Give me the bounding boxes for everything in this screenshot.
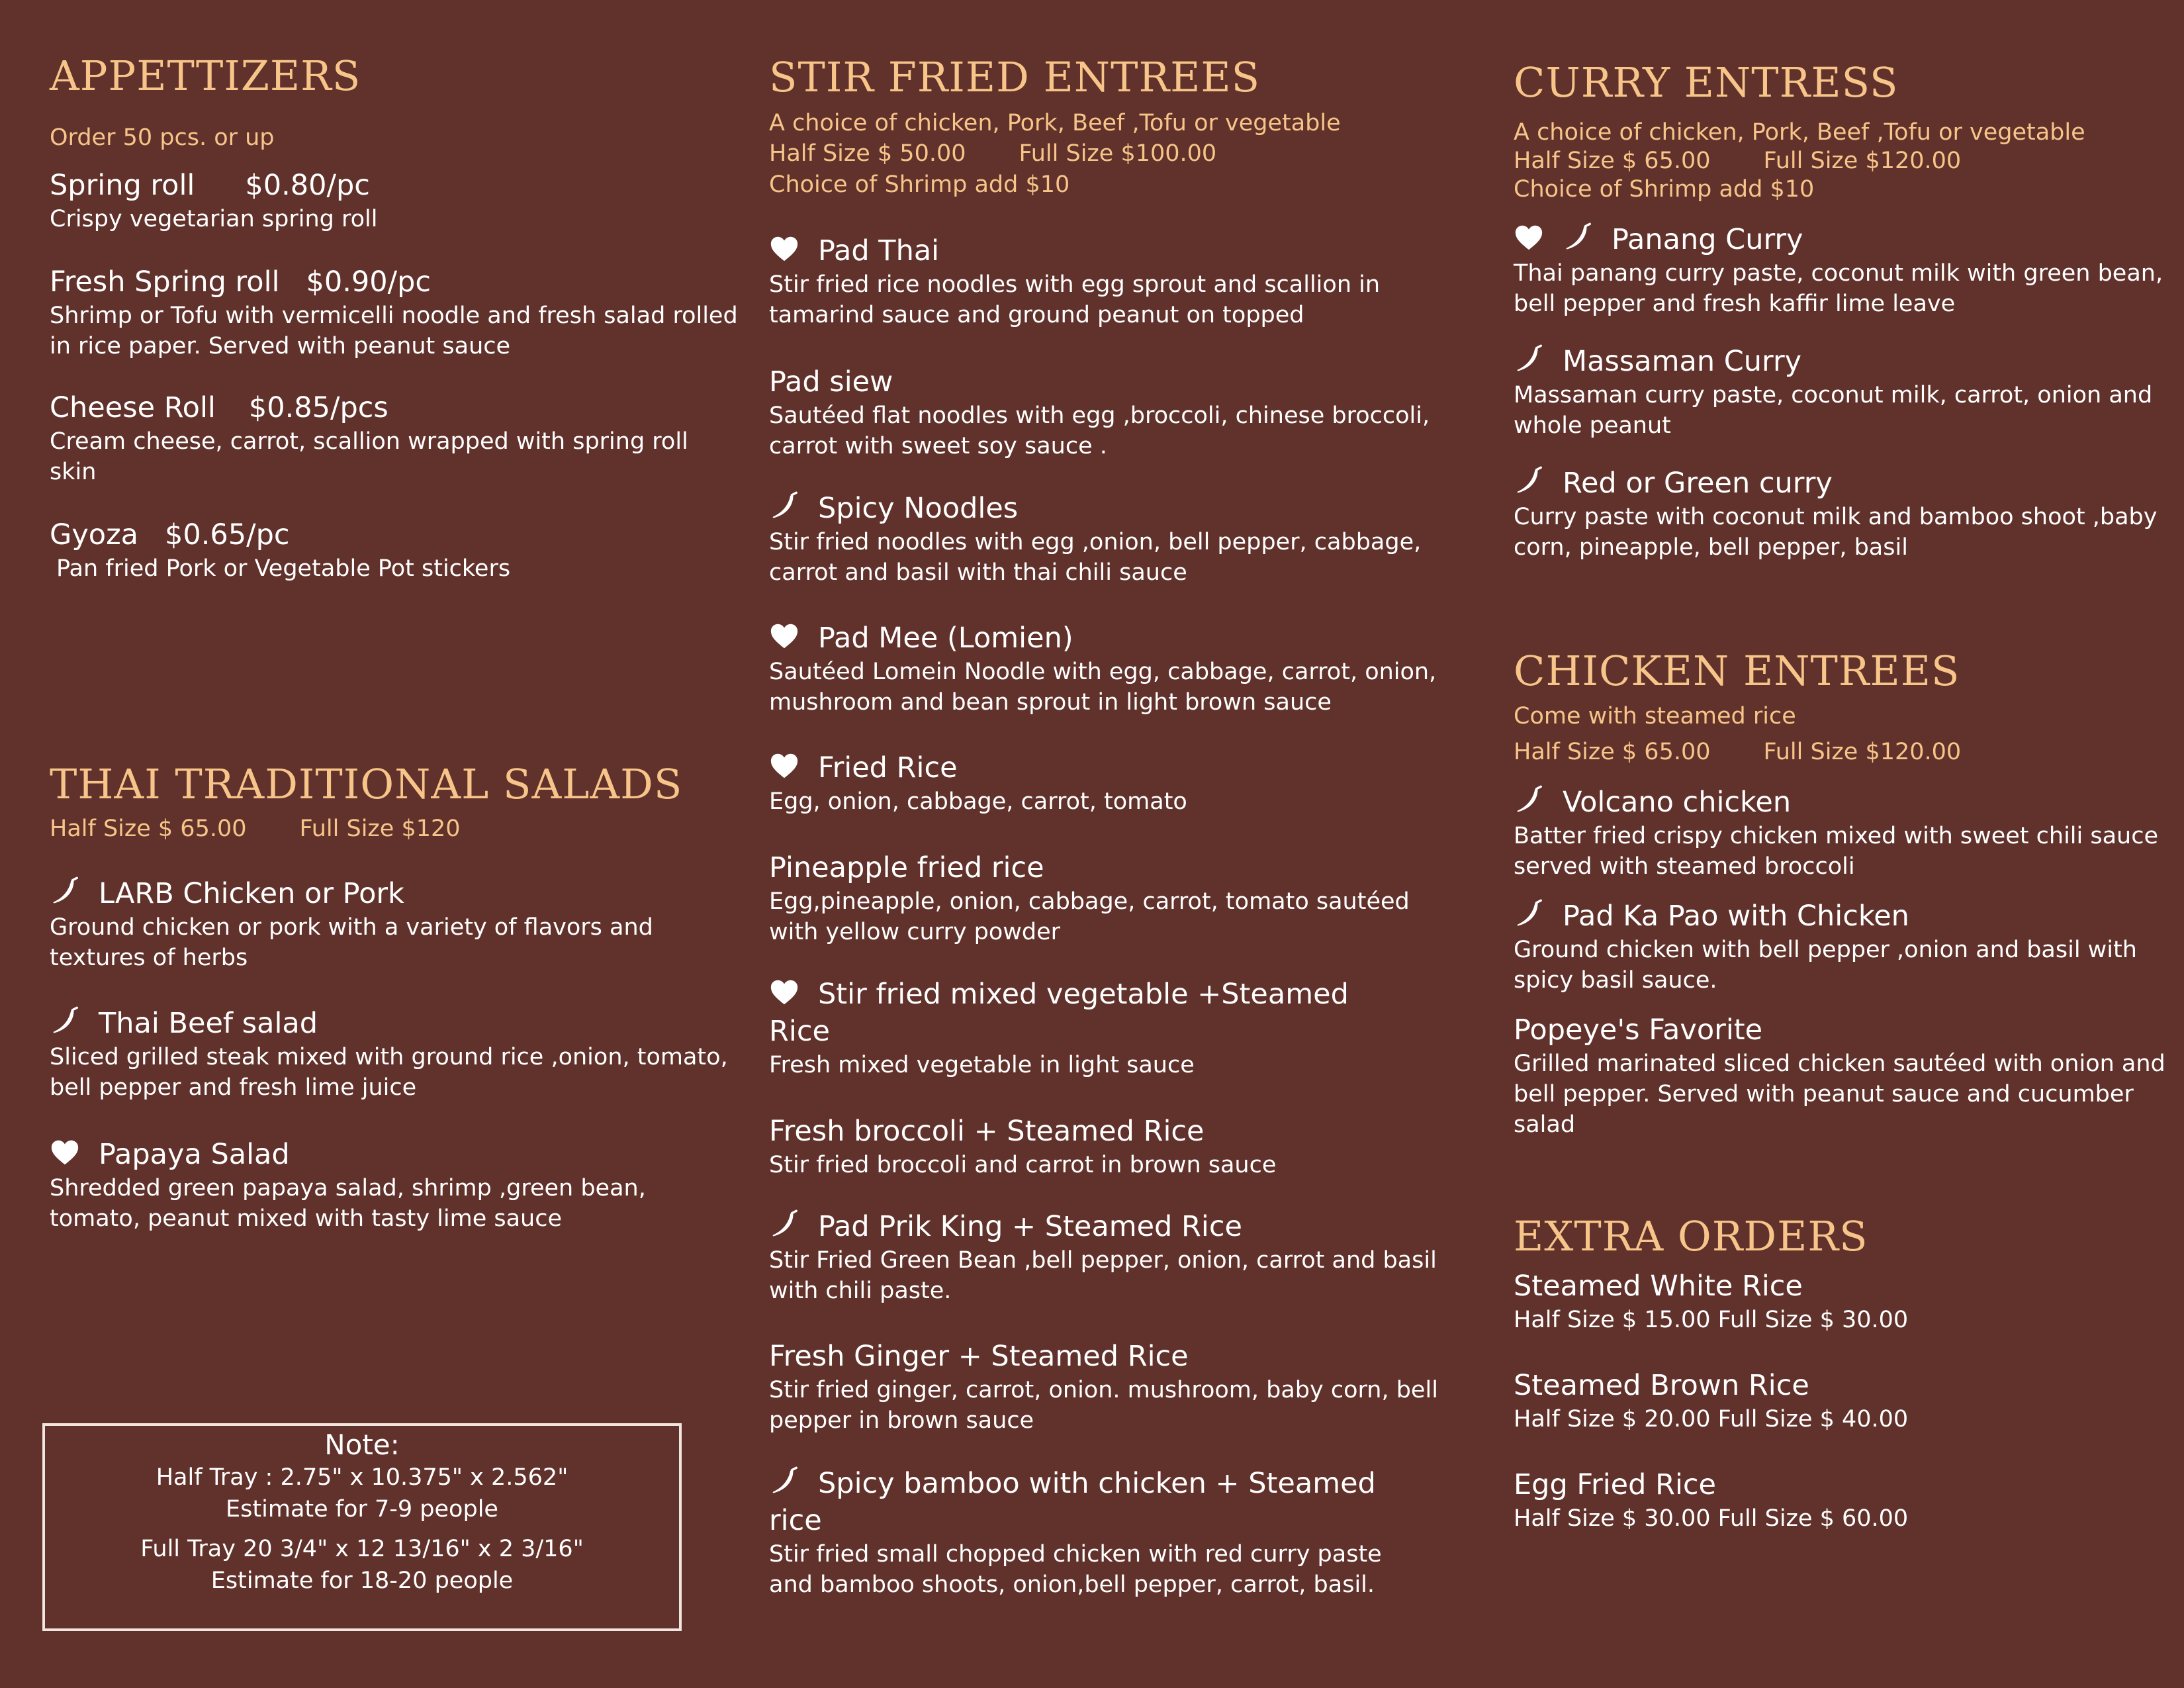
item-name: Fresh Spring roll bbox=[50, 265, 280, 299]
item-name: Egg Fried Rice bbox=[1514, 1468, 1716, 1501]
item-description: Sliced grilled steak mixed with ground rice ,onion, tomato, bell pepper and fresh lime juice bbox=[50, 1044, 728, 1101]
item-price: Half Size $ 30.00 Full Size $ 60.00 bbox=[1514, 1505, 1909, 1532]
menu-item bbox=[769, 363, 1457, 461]
item-description: Shredded green papaya salad, shrimp ,green bean, tomato, peanut mixed with tasty lime sauce bbox=[50, 1175, 646, 1232]
menu-item bbox=[769, 1208, 1457, 1306]
stir-fried-shrimp: Choice of Shrimp add $10 bbox=[769, 171, 1070, 198]
item-name: Fried Rice bbox=[818, 751, 958, 784]
item-description: Ground chicken or pork with a variety of flavors and textures of herbs bbox=[50, 914, 653, 971]
appetizers-title: APPETTIZERS bbox=[50, 52, 361, 100]
item-description: Cream cheese, carrot, scallion wrapped with spring roll skin bbox=[50, 428, 688, 485]
menu-item bbox=[769, 1465, 1385, 1600]
menu-item bbox=[1514, 465, 2184, 563]
item-price: Half Size $ 15.00 Full Size $ 30.00 bbox=[1514, 1307, 1909, 1333]
menu-item bbox=[1514, 221, 2184, 319]
menu-item bbox=[1514, 784, 2184, 882]
half-tray-estimate: Estimate for 7-9 people bbox=[226, 1496, 498, 1523]
item-name: Pad Mee (Lomien) bbox=[818, 622, 1073, 655]
menu-item bbox=[50, 389, 738, 487]
item-price: $0.90/pc bbox=[306, 265, 432, 299]
item-description: Stir fried broccoli and carrot in brown sauce bbox=[769, 1152, 1277, 1178]
item-name: Stir fried mixed vegetable +Steamed Rice bbox=[769, 978, 1349, 1048]
menu-item bbox=[50, 263, 738, 361]
item-name: Cheese Roll bbox=[50, 391, 216, 424]
item-name: Papaya Salad bbox=[99, 1138, 290, 1171]
item-name: Volcano chicken bbox=[1563, 786, 1792, 819]
menu-item bbox=[50, 875, 738, 973]
full-tray-size: Full Tray 20 3/4" x 12 13/16" x 2 3/16" bbox=[140, 1536, 584, 1562]
menu-item bbox=[50, 516, 738, 584]
chili-icon bbox=[1514, 899, 1544, 929]
half-size-price: Half Size $ 65.00 bbox=[50, 816, 247, 842]
half-size-price: Half Size $ 65.00 bbox=[1514, 148, 1711, 174]
curry-title: CURRY ENTRESS bbox=[1514, 58, 1899, 107]
item-name: Steamed Brown Rice bbox=[1514, 1369, 1809, 1402]
item-price: Half Size $ 20.00 Full Size $ 40.00 bbox=[1514, 1406, 1909, 1432]
half-size-price: Half Size $ 50.00 bbox=[769, 140, 966, 167]
menu-item bbox=[50, 1005, 738, 1103]
item-name: Red or Green curry bbox=[1563, 467, 1833, 500]
salads-sizes bbox=[50, 814, 461, 844]
menu-item bbox=[769, 976, 1385, 1080]
stir-fried-choice: A choice of chicken, Pork, Beef ,Tofu or vegetable bbox=[769, 110, 1341, 136]
chili-icon bbox=[769, 491, 799, 522]
extra-title: EXTRA ORDERS bbox=[1514, 1212, 1868, 1260]
item-name: Gyoza bbox=[50, 518, 138, 551]
menu-item bbox=[1514, 1367, 2184, 1434]
chicken-title: CHICKEN ENTREES bbox=[1514, 647, 1960, 695]
item-name: Panang Curry bbox=[1612, 223, 1803, 256]
item-name: LARB Chicken or Pork bbox=[99, 877, 404, 910]
chicken-sizes bbox=[1514, 737, 1961, 767]
item-description: Thai panang curry paste, coconut milk with green bean, bell pepper and fresh kaffir lime leave bbox=[1514, 260, 2163, 317]
menu-item bbox=[50, 1136, 738, 1234]
menu-item bbox=[769, 849, 1457, 947]
full-tray-estimate: Estimate for 18-20 people bbox=[210, 1568, 514, 1594]
heart-icon bbox=[50, 1137, 80, 1168]
chicken-subtitle: Come with steamed rice bbox=[1514, 703, 1796, 729]
item-name: Fresh Ginger + Steamed Rice bbox=[769, 1340, 1189, 1373]
heart-icon bbox=[769, 751, 799, 781]
menu-item bbox=[1514, 898, 2184, 996]
menu-item bbox=[1514, 343, 2184, 441]
appetizers-subtitle: Order 50 pcs. or up bbox=[50, 124, 275, 151]
half-tray-size: Half Tray : 2.75" x 10.375" x 2.562" bbox=[156, 1464, 569, 1491]
item-name: Pad Ka Pao with Chicken bbox=[1563, 900, 1909, 933]
chili-icon bbox=[1563, 222, 1593, 253]
note-box bbox=[42, 1423, 682, 1631]
item-name: Steamed White Rice bbox=[1514, 1270, 1803, 1303]
item-name: Massaman Curry bbox=[1563, 345, 1802, 378]
stir-fried-title: STIR FRIED ENTREES bbox=[769, 53, 1261, 101]
chili-icon bbox=[50, 876, 80, 907]
curry-choice: A choice of chicken, Pork, Beef ,Tofu or vegetable bbox=[1514, 119, 2085, 146]
item-description: Sautéed flat noodles with egg ,broccoli, chinese broccoli, carrot with sweet soy sauce . bbox=[769, 402, 1430, 459]
item-description: Egg,pineapple, onion, cabbage, carrot, tomato sautéed with yellow curry powder bbox=[769, 888, 1410, 945]
curry-sizes bbox=[1514, 146, 1961, 176]
item-description: Stir fried noodles with egg ,onion, bell pepper, cabbage, carrot and basil with thai chili sauce bbox=[769, 529, 1422, 586]
menu-item bbox=[1514, 1268, 2184, 1335]
chili-icon bbox=[50, 1006, 80, 1037]
item-name: Spring roll bbox=[50, 169, 195, 202]
item-description: Massaman curry paste, coconut milk, carrot, onion and whole peanut bbox=[1514, 382, 2153, 439]
item-description: Egg, onion, cabbage, carrot, tomato bbox=[769, 788, 1187, 815]
item-price: $0.65/pc bbox=[165, 518, 290, 551]
item-description: Stir fried ginger, carrot, onion. mushroom, baby corn, bell pepper in brown sauce bbox=[769, 1377, 1438, 1434]
chili-icon bbox=[1514, 344, 1544, 375]
item-description: Crispy vegetarian spring roll bbox=[50, 206, 378, 232]
item-name: Pad siew bbox=[769, 365, 893, 399]
chili-icon bbox=[1514, 785, 1544, 816]
item-description: Stir fried small chopped chicken with red curry paste and bamboo shoots, onion,bell pepper, carrot, basil. bbox=[769, 1541, 1382, 1598]
menu-item bbox=[769, 1113, 1457, 1180]
salads-title: THAI TRADITIONAL SALADS bbox=[50, 760, 683, 808]
item-name: Spicy Noodles bbox=[818, 492, 1019, 525]
item-name: Thai Beef salad bbox=[99, 1007, 318, 1040]
full-size-price: Full Size $120.00 bbox=[1763, 739, 1962, 765]
menu-item bbox=[769, 1338, 1457, 1436]
item-description: Shrimp or Tofu with vermicelli noodle and fresh salad rolled in rice paper. Served with peanut sauce bbox=[50, 303, 738, 359]
item-price: $0.85/pcs bbox=[248, 391, 388, 424]
item-description: Grilled marinated sliced chicken sautéed with onion and bell pepper. Served with peanut sauce and cucumber salad bbox=[1514, 1051, 2165, 1138]
menu-item bbox=[1514, 1011, 2184, 1140]
menu-item bbox=[769, 620, 1457, 718]
item-description: Fresh mixed vegetable in light sauce bbox=[769, 1052, 1195, 1078]
item-description: Ground chicken with bell pepper ,onion and basil with spicy basil sauce. bbox=[1514, 937, 2137, 994]
item-description: Curry paste with coconut milk and bamboo shoot ,baby corn, pineapple, bell pepper, basil bbox=[1514, 504, 2158, 561]
note-title: Note: bbox=[324, 1429, 400, 1461]
menu-item bbox=[1514, 1466, 2184, 1534]
chili-icon bbox=[1514, 466, 1544, 496]
half-size-price: Half Size $ 65.00 bbox=[1514, 739, 1711, 765]
chili-icon bbox=[769, 1466, 799, 1497]
item-price: $0.80/pc bbox=[245, 169, 370, 202]
full-size-price: Full Size $100.00 bbox=[1019, 140, 1217, 167]
item-description: Stir fried rice noodles with egg sprout and scallion in tamarind sauce and ground peanut on topped bbox=[769, 271, 1381, 328]
item-name: Pad Thai bbox=[818, 234, 940, 267]
heart-icon bbox=[769, 234, 799, 264]
item-description: Pan fried Pork or Vegetable Pot stickers bbox=[56, 555, 511, 582]
heart-icon bbox=[769, 977, 799, 1008]
menu-item bbox=[769, 749, 1457, 817]
full-size-price: Full Size $120 bbox=[299, 816, 461, 842]
chili-icon bbox=[769, 1209, 799, 1240]
menu-item bbox=[769, 232, 1457, 330]
item-name: Spicy bamboo with chicken + Steamed rice bbox=[769, 1467, 1376, 1537]
menu-item bbox=[769, 490, 1457, 588]
item-name: Pineapple fried rice bbox=[769, 851, 1044, 884]
item-name: Popeye's Favorite bbox=[1514, 1013, 1763, 1047]
item-name: Pad Prik King + Steamed Rice bbox=[818, 1210, 1242, 1243]
full-size-price: Full Size $120.00 bbox=[1763, 148, 1962, 174]
menu-item bbox=[50, 167, 738, 234]
heart-icon bbox=[1514, 222, 1544, 253]
heart-icon bbox=[769, 621, 799, 651]
item-description: Stir Fried Green Bean ,bell pepper, onion, carrot and basil with chili paste. bbox=[769, 1247, 1437, 1304]
curry-shrimp: Choice of Shrimp add $10 bbox=[1514, 176, 1815, 203]
item-description: Sautéed Lomein Noodle with egg, cabbage, carrot, onion, mushroom and bean sprout in light brown sauce bbox=[769, 659, 1437, 716]
stir-fried-sizes bbox=[769, 138, 1216, 169]
item-description: Batter fried crispy chicken mixed with sweet chili sauce served with steamed broccoli bbox=[1514, 823, 2159, 880]
item-name: Fresh broccoli + Steamed Rice bbox=[769, 1115, 1205, 1148]
